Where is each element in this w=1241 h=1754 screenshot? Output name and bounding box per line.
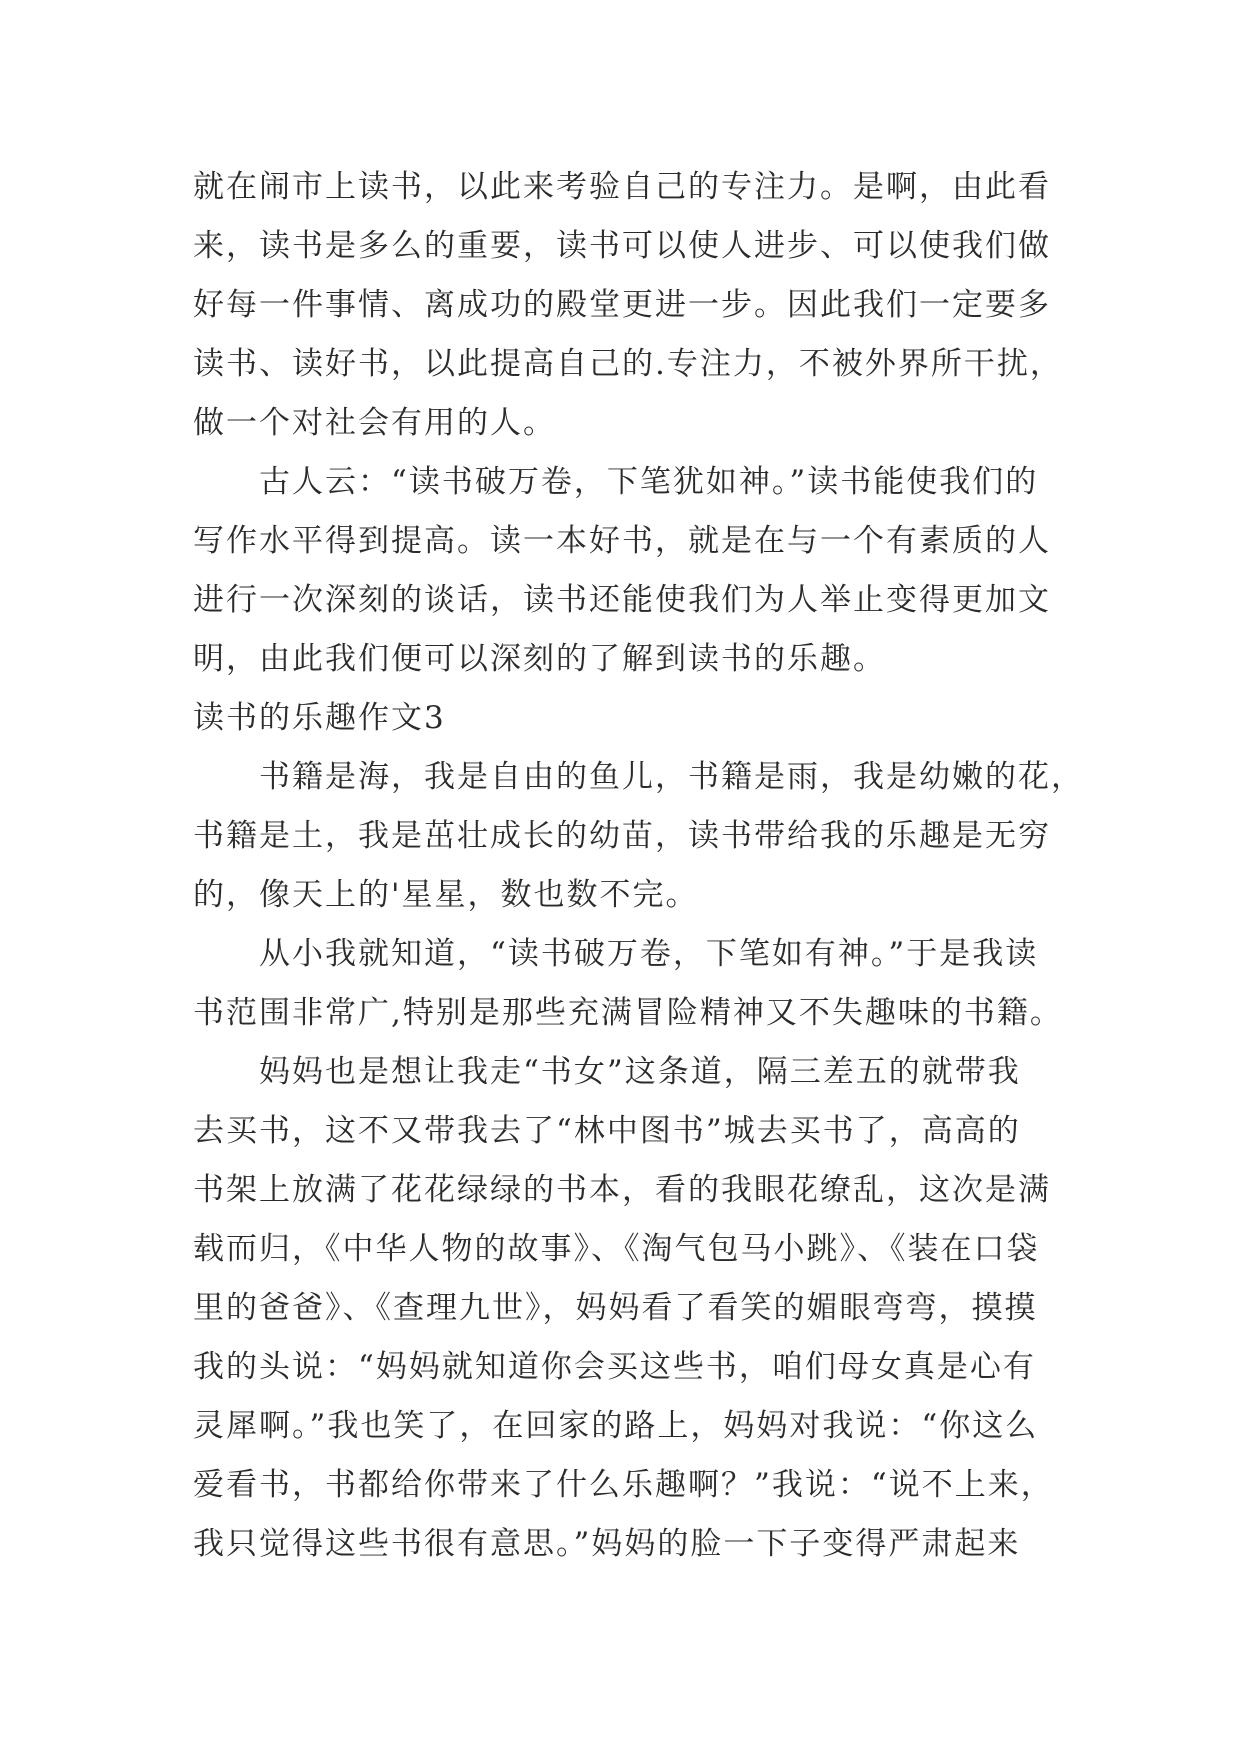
text-line: 读书、读好书，以此提高自己的.专注力，不被外界所干扰， (193, 346, 1063, 382)
text-line: 载而归，《中华人物的故事》、《淘气包马小跳》、《装在口袋 (193, 1231, 1040, 1267)
text-line: 明，由此我们便可以深刻的了解到读书的乐趣。 (193, 641, 886, 677)
document-body (193, 158, 1084, 1574)
text-line: 来，读书是多么的重要，读书可以使人进步、可以使我们做 (193, 228, 1051, 264)
text-line: 去买书，这不又带我去了“林中图书”城去买书了，高高的 (193, 1113, 1021, 1149)
text-line: 的，像天上的'星星，数也数不完。 (193, 877, 699, 913)
text-line: 进行一次深刻的谈话，读书还能使我们为人举止变得更加文 (193, 582, 1051, 618)
text-line: 书范围非常广,特别是那些充满冒险精神又不失趣味的书籍。 (193, 995, 1063, 1031)
text-line: 好每一件事情、离成功的殿堂更进一步。因此我们一定要多 (193, 287, 1051, 323)
section-heading: 读书的乐趣作文3 (193, 700, 446, 736)
text-line: 写作水平得到提高。读一本好书，就是在与一个有素质的人 (193, 523, 1051, 559)
text-line: 书籍是土，我是茁壮成长的幼苗，读书带给我的乐趣是无穷 (193, 818, 1051, 854)
text-line: 就在闹市上读书，以此来考验自己的专注力。是啊，由此看 (193, 169, 1051, 205)
text-line: 灵犀啊。”我也笑了，在回家的路上，妈妈对我说：“你这么 (193, 1408, 1039, 1444)
text-line: 我只觉得这些书很有意思。”妈妈的脸一下子变得严肃起来 (193, 1526, 1021, 1562)
text-line: 古人云：“读书破万卷，下笔犹如神。”读书能使我们的 (259, 464, 1039, 500)
text-line: 做一个对社会有用的人。 (193, 405, 556, 441)
text-line: 里的爸爸》、《查理九世》，妈妈看了看笑的媚眼弯弯，摸摸 (193, 1290, 1038, 1326)
text-line: 书籍是海，我是自由的鱼儿，书籍是雨，我是幼嫩的花， (259, 759, 1084, 795)
text-line: 书架上放满了花花绿绿的书本，看的我眼花缭乱，这次是满 (193, 1172, 1051, 1208)
text-line: 爱看书，书都给你带来了什么乐趣啊？”我说：“说不上来， (193, 1467, 1054, 1503)
text-line: 从小我就知道，“读书破万卷，下笔如有神。”于是我读 (259, 936, 1039, 972)
text-line: 妈妈也是想让我走“书女”这条道，隔三差五的就带我 (259, 1054, 1021, 1090)
text-line: 我的头说：“妈妈就知道你会买这些书，咱们母女真是心有 (193, 1349, 1036, 1385)
